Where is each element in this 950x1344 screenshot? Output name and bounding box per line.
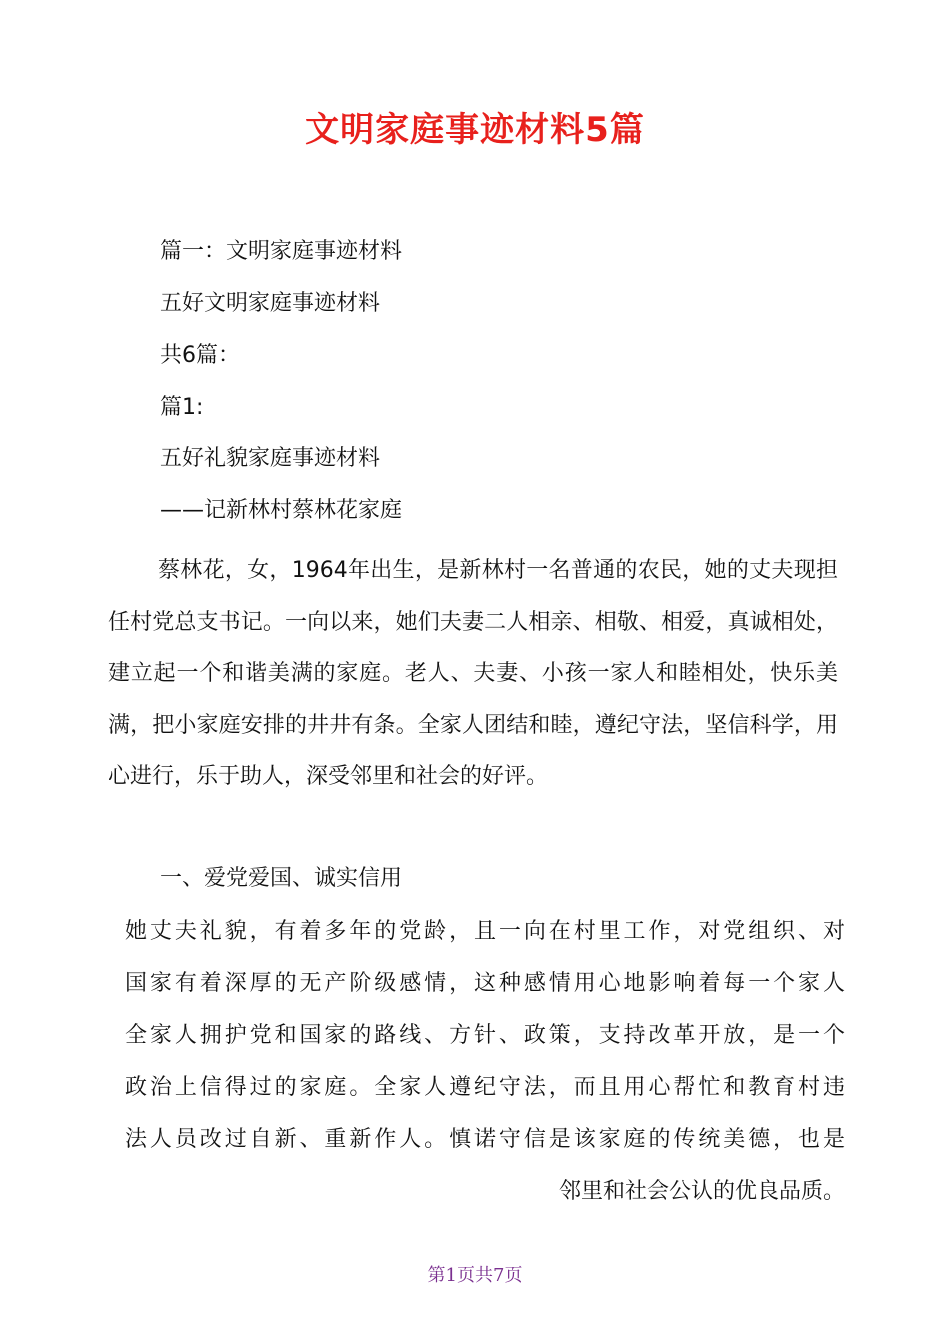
document-title: 文明家庭事迹材料5篇: [305, 110, 645, 150]
subtitle-line-3: 共6篇：: [160, 343, 240, 368]
page-indicator: 第1页共7页: [427, 1265, 523, 1286]
intro-paragraph: 蔡林花，女，1964年出生，是新林村一名普通的农民，她的丈夫现担任村党总支书记。一向以来，她们夫妻二人相亲、相敬、相爱，真诚相处，建立起一个和谐美满的家庭。老人、夫妻、小孩一家人和睦相处，快乐美满，把小家庭安排的井井有条。全家人团结和睦，遵纪守法，坚信科学，用心进行，乐于助人，深受邻里和社会的好评。: [108, 558, 838, 790]
section-row-6: 邻里和社会公认的优良品质。: [558, 1179, 845, 1204]
subtitle-line-1: 篇一：文明家庭事迹材料: [160, 239, 403, 264]
section-row-3: 全家人拥护党和国家的路线、方针、政策，支持改革开放，是一个: [125, 1023, 845, 1048]
section-paragraph: [125, 906, 845, 1218]
section-heading: 一、爱党爱国、诚实信用: [160, 866, 403, 891]
subtitle-line-4: 篇1:: [160, 395, 204, 420]
section-row-1: 她丈夫礼貌，有着多年的党龄，且一向在村里工作，对党组织、对: [125, 919, 845, 944]
subtitle-line-2: 五好文明家庭事迹材料: [160, 291, 381, 316]
section-row-4: 政治上信得过的家庭。全家人遵纪守法，而且用心帮忙和教育村违: [125, 1075, 845, 1100]
subtitle-line-6: ——记新林村蔡林花家庭: [160, 498, 403, 523]
subtitle-line-5: 五好礼貌家庭事迹材料: [160, 446, 381, 471]
section-row-5: 法人员改过自新、重新作人。慎诺守信是该家庭的传统美德，也是: [125, 1127, 845, 1152]
section-row-2: 国家有着深厚的无产阶级感情，这种感情用心地影响着每一个家人: [125, 971, 845, 996]
